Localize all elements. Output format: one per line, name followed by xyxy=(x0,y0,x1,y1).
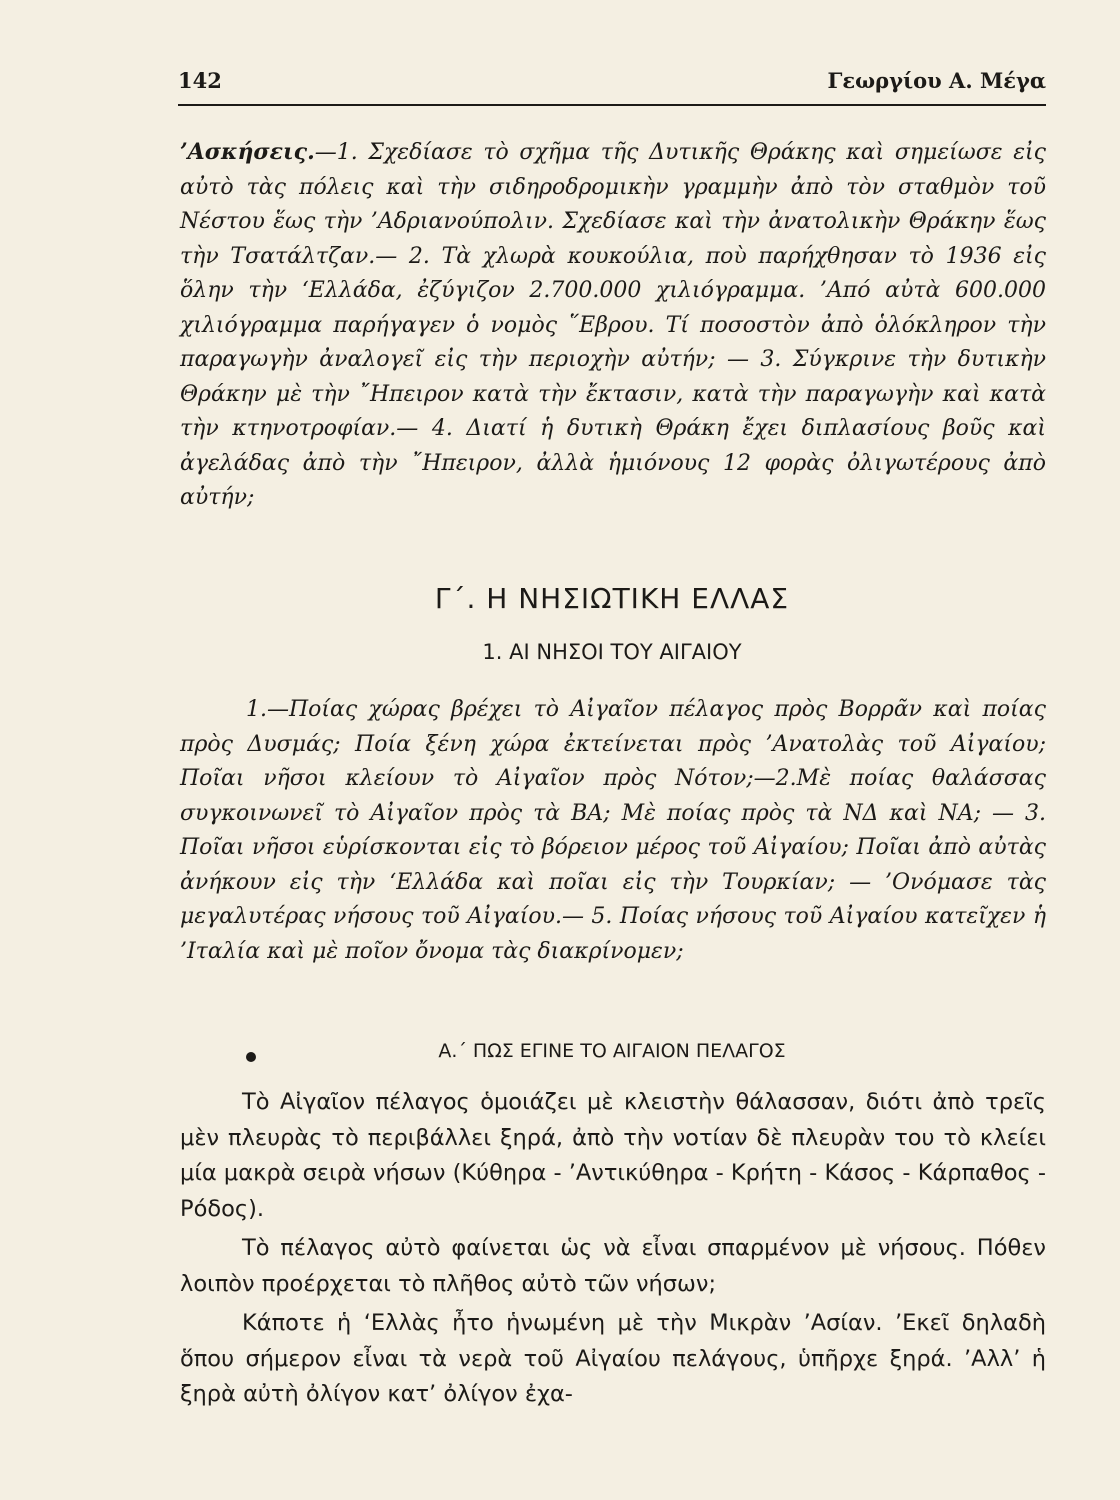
page-header xyxy=(178,68,1046,104)
body-paragraph: Τὸ Αἰγαῖον πέλαγος ὁμοιάζει μὲ κλειστὴν θάλασσαν, διότι ἀπὸ τρεῖς μὲν πλευρὰς τὸ περιβάλλει ξηρά, ἀπὸ τὴν νοτίαν δὲ πλευρὰν του τὸ κλείει μία μακρὰ σειρὰ νήσων (Κύθηρα - ’Αντικύθηρα - Κρήτη - Κάσος - Κάρπαθος - Ρόδος). xyxy=(180,1089,1046,1222)
subsection-title: 1. ΑΙ ΝΗΣΟΙ ΤΟΥ ΑΙΓΑΙΟΥ xyxy=(482,640,742,664)
page-number: 142 xyxy=(178,68,222,93)
running-title: Γεωργίου Α. Μέγα xyxy=(827,68,1046,93)
questions-block xyxy=(180,693,1046,969)
header-rule xyxy=(178,104,1046,106)
exercises-block xyxy=(180,135,1046,516)
exercises-text: —1. Σχεδίασε τὸ σχῆμα τῆς Δυτικῆς Θράκης καὶ σημείωσε εἰς αὐτὸ τὰς πόλεις καὶ τὴν σιδηροδρομικὴν γραμμὴν ἀπὸ τὸν σταθμὸν τοῦ Νέστου ἕως τὴν ’Αδριανούπολιν. Σχεδίασε καὶ τὴν ἀνατολικὴν Θράκην ἕως τὴν Τσατάλτζαν.— 2. Τὰ χλωρὰ κουκούλια, ποὺ παρήχθησαν τὸ 1936 εἰς ὅλην τὴν ‘Ελλάδα, ἐζύγιζον 2.700.000 χιλιόγραμμα. ’Από αὐτὰ 600.000 χιλιόγραμμα παρήγαγεν ὁ νομὸς ῞Εβρου. Τί ποσοστὸν ἀπὸ ὁλόκληρον τὴν παραγωγὴν ἀναλογεῖ εἰς τὴν περιοχὴν αὐτήν; — 3. Σύγκρινε τὴν δυτικὴν Θράκην μὲ τὴν ῎Ηπειρον κατὰ τὴν ἔκτασιν, κατὰ τὴν παραγωγὴν καὶ κατὰ τὴν κτηνοτροφίαν.— 4. Διατί ἡ δυτικὴ Θράκη ἔχει διπλασίους βοῦς καὶ ἀγελάδας ἀπὸ τὴν ῎Ηπειρον, ἀλλὰ ἡμιόνους 12 φορὰς ὀλιγωτέρους ἀπὸ αὐτήν; xyxy=(180,140,1046,510)
body-paragraph: Κάποτε ἡ ‘Ελλὰς ἦτο ἡνωμένη μὲ τὴν Μικρὰν ’Ασίαν. ’Εκεῖ δηλαδὴ ὅπου σήμερον εἶναι τὰ νερὰ τοῦ Αἰγαίου πελάγους, ὑπῆρχε ξηρά. ’Αλλ’ ἡ ξηρὰ αὐτὴ ὀλίγον κατ’ ὀλίγον ἐχα- xyxy=(180,1310,1046,1407)
exercises-paragraph xyxy=(180,135,1046,516)
body-paragraph: Τὸ πέλαγος αὐτὸ φαίνεται ὡς νὰ εἶναι σπαρμένον μὲ νήσους. Πόθεν λοιπὸν προέρχεται τὸ πλῆθος αὐτὸ τῶν νήσων; xyxy=(180,1235,1046,1297)
section-title: Γ΄. Η ΝΗΣΙΩΤΙΚΗ ΕΛΛΑΣ xyxy=(434,582,790,615)
questions-paragraph: 1.—Ποίας χώρας βρέχει τὸ Αἰγαῖον πέλαγος πρὸς Βορρᾶν καὶ ποίας πρὸς Δυσμάς; Ποία ξένη χώρα ἐκτείνεται πρὸς ’Ανατολὰς τοῦ Αἰγαίου; Ποῖαι νῆσοι κλείουν τὸ Αἰγαῖον πρὸς Νότον;—2.Μὲ ποίας θαλάσσας συγκοινωνεῖ τὸ Αἰγαῖον πρὸς τὰ ΒΑ; Μὲ ποίας πρὸς τὰ ΝΔ καὶ ΝΑ; — 3. Ποῖαι νῆσοι εὑρίσκονται εἰς τὸ βόρειον μέρος τοῦ Αἰγαίου; Ποῖαι ἀπὸ αὐτὰς ἀνήκουν εἰς τὴν ‘Ελλάδα καὶ ποῖαι εἰς τὴν Τουρκίαν; — ’Ονόμασε τὰς μεγαλυτέρας νήσους τοῦ Αἰγαίου.— 5. Ποίας νήσους τοῦ Αἰγαίου κατεῖχεν ἡ ’Ιταλία καὶ μὲ ποῖον ὄνομα τὰς διακρίνομεν; xyxy=(180,697,1046,964)
body-text xyxy=(180,1085,1046,1417)
exercises-label: ’Ασκήσεις. xyxy=(180,139,315,165)
part-title: Α.΄ ΠΩΣ ΕΓΙΝΕ ΤΟ ΑΙΓΑΙΟΝ ΠΕΛΑΓΟΣ xyxy=(438,1040,786,1062)
